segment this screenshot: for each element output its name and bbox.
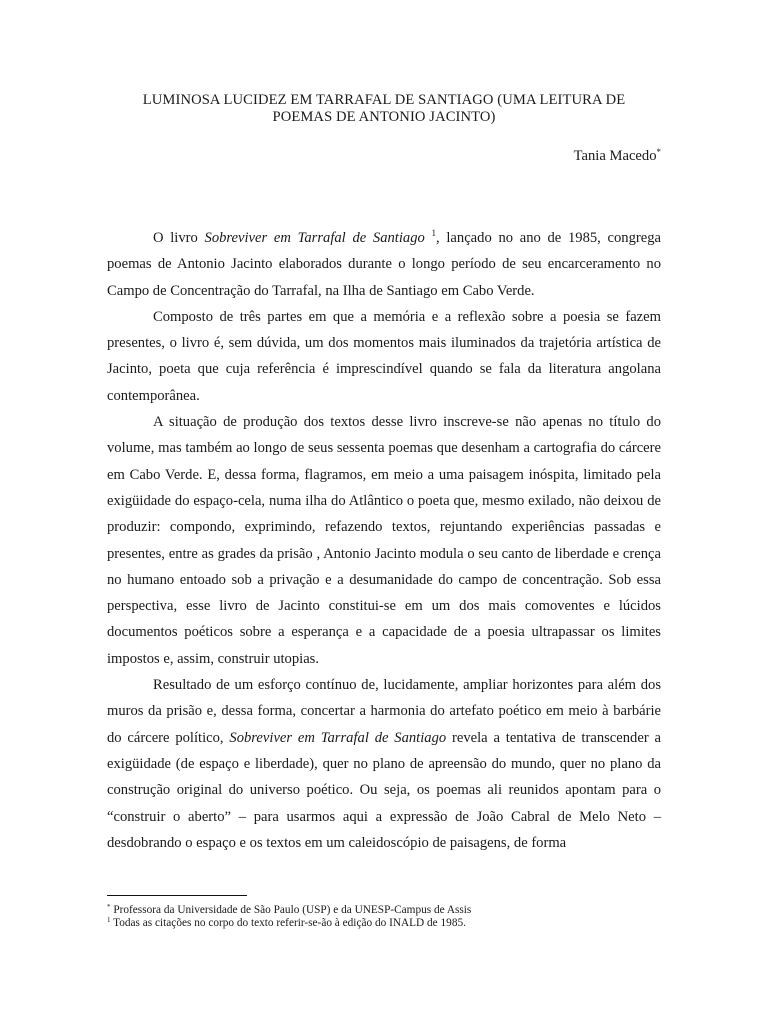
document-title bbox=[107, 92, 661, 126]
author-name bbox=[574, 148, 661, 165]
paragraph-1-rest: , lançado no ano de 1985, congrega poemas de Antonio Jacinto elaborados durante o longo período de seu encarceramento no Campo de Concentração do Tarrafal, na Ilha de Santiago em Cabo Verde. bbox=[107, 230, 661, 299]
footnote-text: Professora da Universidade de São Paulo (USP) e da UNESP-Campus de Assis bbox=[110, 904, 472, 916]
title-line-2: POEMAS DE ANTONIO JACINTO) bbox=[272, 109, 496, 125]
author-text: Tania Macedo bbox=[573, 148, 657, 164]
footnote-author bbox=[107, 904, 661, 917]
article-body bbox=[107, 225, 661, 856]
paragraph-4-rest: revela a tentativa de transcender a exigüidade (de espaço e liberdade), quer no plano de apreensão do mundo, quer no plano da construção original do universo poético. Ou seja, os poemas ali reunidos apontam para o “construir o aberto” – para usarmos aqui a expressão de João Cabral de Melo Neto – desdobrando o espaço e os textos em um caleidoscópio de paisagens, de forma bbox=[107, 729, 661, 851]
paragraph-3: A situação de produção dos textos desse livro inscreve-se não apenas no título do volume, mas também ao longo de seus sessenta poemas que desenham a cartografia do cárcere em Cabo Verde. E, dessa forma, flagramos, em meio a uma paisagem inóspita, limitado pela exigüidade do espaço-cela, numa ilha do Atlântico o poeta que, mesmo exilado, não deixou de produzir: compondo, exprimindo, refazendo textos, rejuntando experiências passadas e presentes, entre as grades da prisão , Antonio Jacinto modula o seu canto de liberdade e crença no humano entoado sob a privação e a desumanidade do campo de concentração. Sob essa perspectiva, esse livro de Jacinto constitui-se em um dos mais comoventes e lúcidos documentos poéticos sobre a esperança e a capacidade de a poesia ultrapassar os limites impostos e, assim, construir utopias. bbox=[107, 414, 661, 667]
paragraph-2: Composto de três partes em que a memória e a reflexão sobre a poesia se fazem presentes, o livro é, sem dúvida, um dos momentos mais iluminados da trajetória artística de Jacinto, poeta que cuja referência é imprescindível quando se fala da literatura angolana contemporânea. bbox=[107, 308, 661, 404]
footnotes bbox=[107, 904, 661, 930]
paragraph-4-lead: Resultado de um esforço contínuo de, lucidamente, ampliar horizontes para além dos muros da prisão e, dessa forma, concertar a harmonia do artefato poético em meio à barbárie do cárcere político, bbox=[107, 677, 661, 746]
footnote-ref-1: 1 bbox=[431, 228, 437, 238]
footnote-mark: * bbox=[107, 903, 111, 911]
footnote-mark: 1 bbox=[107, 916, 111, 924]
footnote-text: Todas as citações no corpo do texto referir-se-ão à edição do INALD de 1985. bbox=[110, 917, 466, 929]
paragraph-1-lead: O livro bbox=[153, 230, 205, 246]
footnote-1 bbox=[107, 917, 661, 930]
book-title: Sobreviver em Tarrafal de Santiago bbox=[229, 729, 447, 746]
book-title: Sobreviver em Tarrafal de Santiago bbox=[204, 230, 425, 246]
paragraph-1 bbox=[107, 225, 661, 304]
paragraph-4 bbox=[107, 672, 661, 856]
author-footnote-mark: * bbox=[656, 147, 661, 157]
footnote-separator bbox=[107, 895, 247, 896]
title-line-1: LUMINOSA LUCIDEZ EM TARRAFAL DE SANTIAGO (UMA LEITURA DE bbox=[142, 92, 626, 108]
